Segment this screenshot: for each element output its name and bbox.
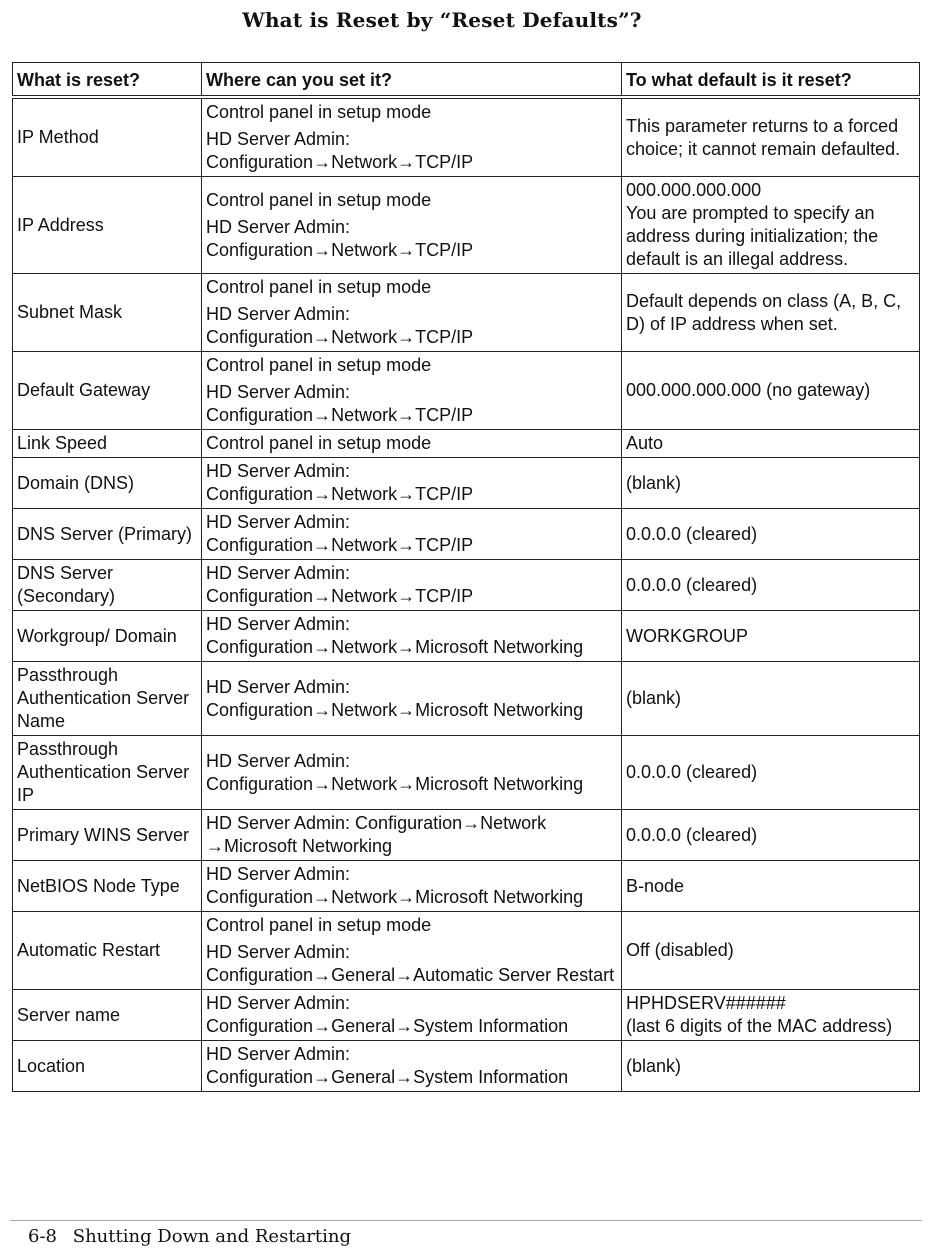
cell-item: Automatic Restart bbox=[13, 912, 202, 990]
where-line: Control panel in setup mode bbox=[206, 189, 432, 210]
cell-default bbox=[622, 352, 920, 430]
table-row bbox=[13, 736, 920, 810]
cell-item: DNS Server (Primary) bbox=[13, 509, 202, 560]
cell-item: Location bbox=[13, 1041, 202, 1092]
table-row bbox=[13, 810, 920, 861]
page-title: What is Reset by “Reset Defaults”? bbox=[242, 8, 642, 32]
default-line: This parameter returns to a forced choice; it cannot remain defaulted. bbox=[626, 115, 901, 159]
table-row bbox=[13, 430, 920, 458]
cell-item: Server name bbox=[13, 990, 202, 1041]
reset-defaults-table bbox=[12, 62, 920, 1092]
cell-item: Domain (DNS) bbox=[13, 458, 202, 509]
where-line: HD Server Admin: Configuration→General→System Information bbox=[206, 1044, 569, 1087]
table-row bbox=[13, 274, 920, 352]
where-line: HD Server Admin: Configuration→Network→TCP/IP bbox=[206, 129, 474, 172]
cell-item: Default Gateway bbox=[13, 352, 202, 430]
column-header-item: What is reset? bbox=[13, 63, 202, 98]
default-line: 0.0.0.0 (cleared) bbox=[626, 523, 758, 544]
cell-item: Passthrough Authentication Server Name bbox=[13, 662, 202, 736]
table-row bbox=[13, 458, 920, 509]
cell-item: Workgroup/ Domain bbox=[13, 611, 202, 662]
cell-item: NetBIOS Node Type bbox=[13, 861, 202, 912]
cell-where bbox=[202, 430, 622, 458]
cell-default bbox=[622, 990, 920, 1041]
cell-default bbox=[622, 97, 920, 177]
default-line: (blank) bbox=[626, 472, 682, 493]
default-line: Off (disabled) bbox=[626, 940, 734, 960]
cell-where bbox=[202, 662, 622, 736]
cell-default bbox=[622, 509, 920, 560]
where-line: Control panel in setup mode bbox=[206, 355, 432, 375]
cell-where bbox=[202, 1041, 622, 1092]
where-line: HD Server Admin: Configuration→Network→TCP/IP bbox=[206, 216, 474, 260]
table-row bbox=[13, 662, 920, 736]
default-line: 0.0.0.0 (cleared) bbox=[626, 824, 758, 845]
where-line: HD Server Admin: Configuration→Network→TCP/IP bbox=[206, 382, 474, 425]
table-row bbox=[13, 611, 920, 662]
cell-item: Primary WINS Server bbox=[13, 810, 202, 861]
table-row bbox=[13, 352, 920, 430]
cell-default bbox=[622, 1041, 920, 1092]
column-header-default: To what default is it reset? bbox=[622, 63, 920, 98]
page-number: 6-8 bbox=[28, 1226, 57, 1247]
page-footer bbox=[28, 1226, 351, 1247]
where-line: HD Server Admin: Configuration→Network→Microsoft Networking bbox=[206, 676, 584, 720]
cell-default bbox=[622, 611, 920, 662]
cell-item: Link Speed bbox=[13, 430, 202, 458]
cell-where bbox=[202, 97, 622, 177]
cell-where bbox=[202, 810, 622, 861]
cell-where bbox=[202, 611, 622, 662]
where-line: HD Server Admin: Configuration→Network→TCP/IP bbox=[206, 304, 474, 347]
where-line: Control panel in setup mode bbox=[206, 102, 432, 122]
where-line: HD Server Admin: Configuration→Network→TCP/IP bbox=[206, 512, 474, 555]
cell-where bbox=[202, 352, 622, 430]
where-line: Control panel in setup mode bbox=[206, 433, 432, 453]
cell-where bbox=[202, 274, 622, 352]
cell-where bbox=[202, 177, 622, 274]
cell-default bbox=[622, 430, 920, 458]
where-line: Control panel in setup mode bbox=[206, 915, 432, 935]
cell-item: Subnet Mask bbox=[13, 274, 202, 352]
default-line: HPHDSERV###### bbox=[626, 993, 786, 1013]
footer-divider bbox=[10, 1220, 922, 1221]
cell-default bbox=[622, 274, 920, 352]
default-line: 000.000.000.000 bbox=[626, 180, 762, 200]
where-line: HD Server Admin: Configuration→Network→Microsoft Networking bbox=[206, 750, 584, 794]
table-row bbox=[13, 509, 920, 560]
default-line: 000.000.000.000 (no gateway) bbox=[626, 380, 871, 400]
cell-item: IP Address bbox=[13, 177, 202, 274]
where-line: HD Server Admin: Configuration→Network →Microsoft Networking bbox=[206, 813, 547, 856]
table-row bbox=[13, 912, 920, 990]
where-line: HD Server Admin: Configuration→Network→Microsoft Networking bbox=[206, 864, 584, 907]
where-line: HD Server Admin: Configuration→Network→TCP/IP bbox=[206, 461, 474, 504]
table-body bbox=[13, 97, 920, 1092]
cell-where bbox=[202, 736, 622, 810]
where-line: HD Server Admin: Configuration→Network→TCP/IP bbox=[206, 563, 474, 606]
default-line: 0.0.0.0 (cleared) bbox=[626, 574, 758, 595]
cell-item: IP Method bbox=[13, 97, 202, 177]
cell-where bbox=[202, 560, 622, 611]
table-header-row bbox=[13, 63, 920, 98]
default-line: You are prompted to specify an address during initialization; the default is an illegal address. bbox=[626, 203, 879, 269]
cell-default bbox=[622, 177, 920, 274]
where-line: HD Server Admin: Configuration→General→Automatic Server Restart bbox=[206, 942, 615, 985]
column-header-where: Where can you set it? bbox=[202, 63, 622, 98]
cell-where bbox=[202, 861, 622, 912]
cell-default bbox=[622, 736, 920, 810]
section-name: Shutting Down and Restarting bbox=[72, 1226, 351, 1247]
default-line: (blank) bbox=[626, 1055, 682, 1076]
cell-default bbox=[622, 560, 920, 611]
table-row bbox=[13, 1041, 920, 1092]
default-line: (last 6 digits of the MAC address) bbox=[626, 1016, 893, 1036]
table-row bbox=[13, 861, 920, 912]
cell-default bbox=[622, 662, 920, 736]
cell-default bbox=[622, 861, 920, 912]
default-line: 0.0.0.0 (cleared) bbox=[626, 762, 758, 782]
where-line: HD Server Admin: Configuration→General→System Information bbox=[206, 993, 569, 1036]
default-line: Default depends on class (A, B, C, D) of IP address when set. bbox=[626, 290, 902, 334]
default-line: WORKGROUP bbox=[626, 625, 749, 646]
table-row bbox=[13, 177, 920, 274]
cell-default bbox=[622, 912, 920, 990]
cell-where bbox=[202, 912, 622, 990]
cell-where bbox=[202, 990, 622, 1041]
cell-where bbox=[202, 509, 622, 560]
default-line: (blank) bbox=[626, 688, 682, 708]
cell-item: Passthrough Authentication Server IP bbox=[13, 736, 202, 810]
default-line: Auto bbox=[626, 433, 664, 453]
cell-where bbox=[202, 458, 622, 509]
cell-default bbox=[622, 810, 920, 861]
default-line: B-node bbox=[626, 875, 685, 896]
table-row bbox=[13, 97, 920, 177]
where-line: Control panel in setup mode bbox=[206, 277, 432, 297]
where-line: HD Server Admin: Configuration→Network→Microsoft Networking bbox=[206, 614, 584, 657]
table-row bbox=[13, 990, 920, 1041]
table-row bbox=[13, 560, 920, 611]
cell-default bbox=[622, 458, 920, 509]
cell-item: DNS Server (Secondary) bbox=[13, 560, 202, 611]
